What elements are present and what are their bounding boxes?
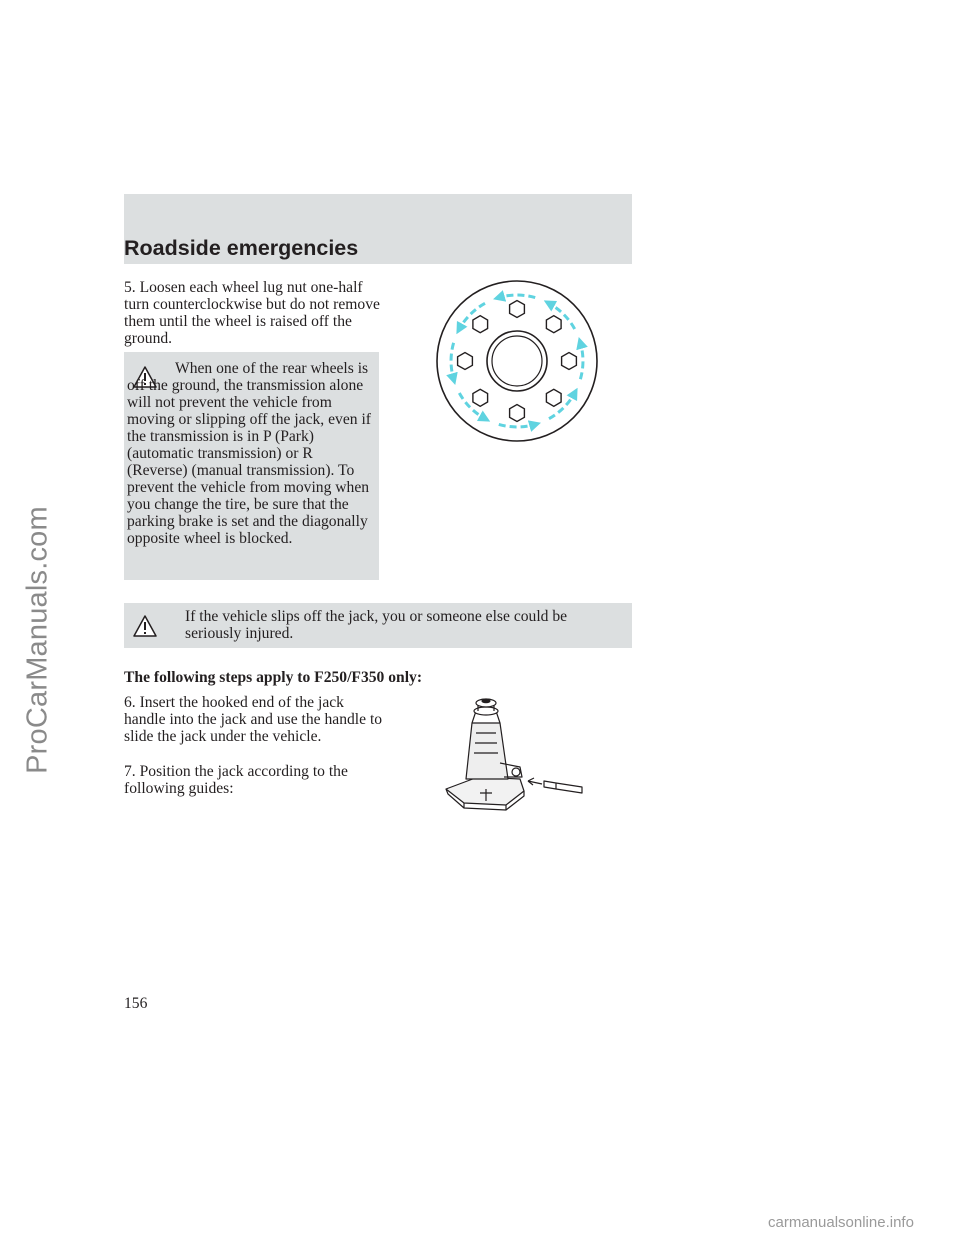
wheel-lug-nut-diagram — [432, 278, 602, 444]
lug-nut-icon — [510, 405, 525, 422]
side-watermark-text: ProCarManuals.com — [21, 506, 54, 774]
section-title: Roadside emergencies — [124, 236, 359, 260]
step-5-text: 5. Loosen each wheel lug nut one-half turn counterclockwise but do not remove them until the wheel is raised off the ground. — [124, 279, 380, 347]
lug-nut-icon — [458, 353, 473, 370]
jack-illustration — [424, 693, 584, 815]
warning-triangle-icon — [132, 614, 158, 638]
warning-text-jack-slip: If the vehicle slips off the jack, you or someone else could be seriously injured. — [185, 608, 568, 642]
lug-nut-icon — [510, 301, 525, 318]
warning-box-jack-slip — [124, 603, 632, 648]
lug-nut-icon — [546, 389, 561, 406]
lug-nut-icon — [473, 389, 488, 406]
f250-f350-heading: The following steps apply to F250/F350 only: — [124, 669, 423, 686]
step-7-text: 7. Position the jack according to the following guides: — [124, 763, 348, 797]
page-number: 156 — [124, 995, 148, 1012]
side-watermark — [8, 506, 68, 774]
lug-nut-icon — [546, 316, 561, 333]
warning-box-rear-wheels — [124, 352, 379, 580]
lug-nut-icon — [473, 316, 488, 333]
step-6-text: 6. Insert the hooked end of the jack handle into the jack and use the handle to slide the jack under the vehicle. — [124, 694, 383, 745]
lug-nut-icon — [562, 353, 577, 370]
footer-watermark: carmanualsonline.info — [768, 1214, 914, 1231]
warning-text-rear-wheels: When one of the rear wheels is off the ground, the transmission alone will not prevent the vehicle from moving or slipping off the jack, even if the transmission is in P (Park) (automatic transmission) or R (Reverse) (manual transmission). To prevent the vehicle from moving when you change the tire, be sure that the parking brake is set and the diagonally opposite wheel is blocked. — [127, 360, 371, 547]
